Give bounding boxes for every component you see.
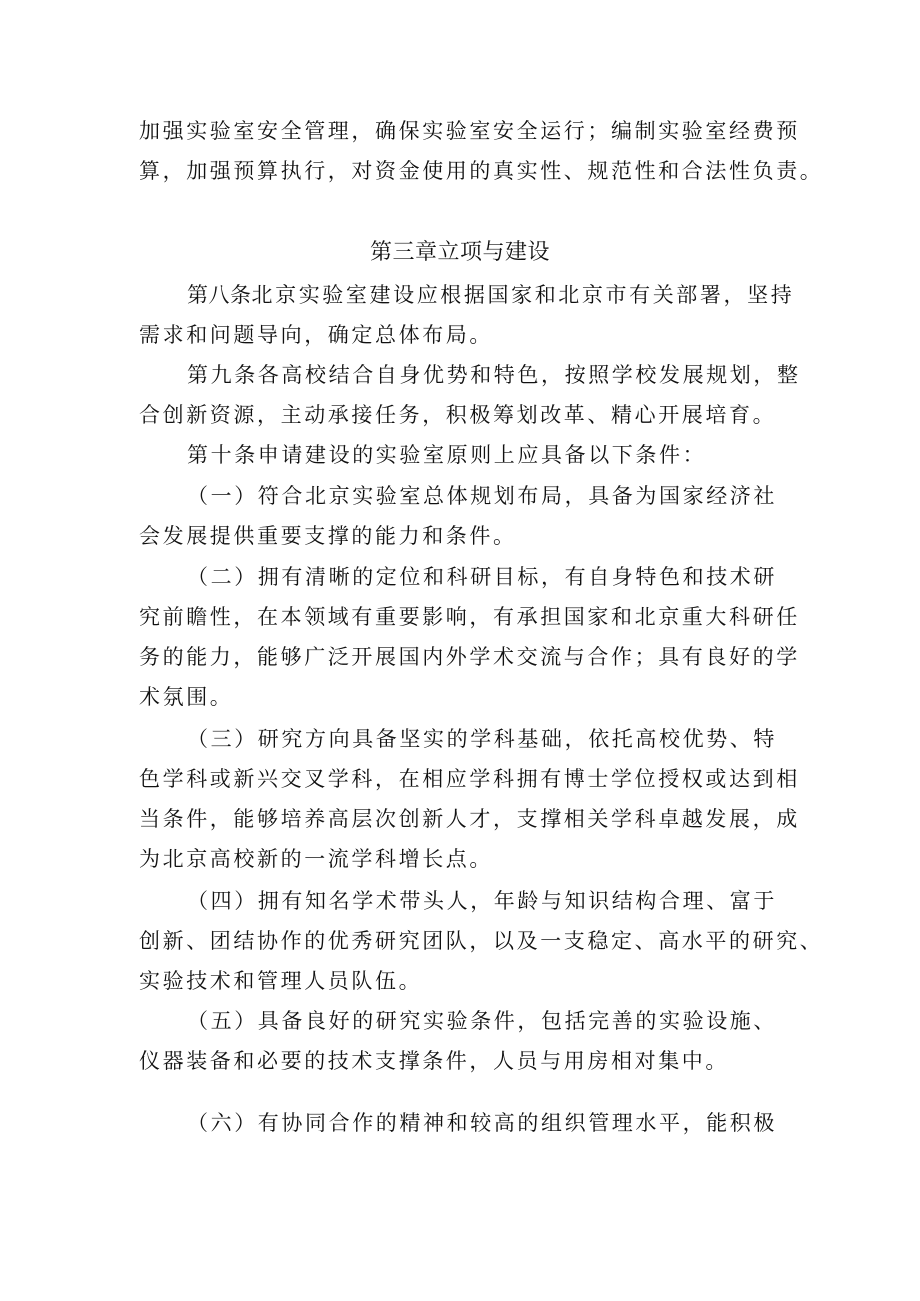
article-8-line: 需求和问题导向，确定总体布局。 xyxy=(139,323,493,347)
intro-line: 加强实验室安全管理，确保实验室安全运行；编制实验室经费预 xyxy=(139,119,800,143)
item-line: 实验技术和管理人员队伍。 xyxy=(139,969,423,993)
item-line: 究前瞻性，在本领域有重要影响，有承担国家和北京重大科研任 xyxy=(139,605,800,629)
article-8-text: 北京实验室建设应根据国家和北京市有关部署，坚持 xyxy=(251,283,795,307)
item-line: （六）有协同合作的精神和较高的组织管理水平，能积极 xyxy=(187,1111,777,1135)
item-line: 仪器装备和必要的技术支撑条件，人员与用房相对集中。 xyxy=(139,1049,729,1073)
article-9-line: 合创新资源，主动承接任务，积极筹划改革、精心开展培育。 xyxy=(139,403,777,427)
item-line: （一）符合北京实验室总体规划布局，具备为国家经济社 xyxy=(187,484,777,508)
chapter-title: 第三章立项与建设 xyxy=(369,240,550,265)
item-line: 色学科或新兴交叉学科，在相应学科拥有博士学位授权或达到相 xyxy=(139,767,800,791)
item-line: 术氛围。 xyxy=(139,685,234,709)
intro-line: 算，加强预算执行，对资金使用的真实性、规范性和合法性负责。 xyxy=(139,159,824,183)
item-line: （五）具备良好的研究实验条件，包括完善的实验设施、 xyxy=(187,1009,777,1033)
article-10-line: 第十条申请建设的实验室原则上应具备以下条件： xyxy=(187,443,707,467)
item-line: 为北京高校新的一流学科增长点。 xyxy=(139,847,493,871)
item-line: （三）研究方向具备坚实的学科基础，依托高校优势、特 xyxy=(187,727,777,751)
item-line: 会发展提供重要支撑的能力和条件。 xyxy=(139,524,517,548)
item-line: 创新、团结协作的优秀研究团队，以及一支稳定、高水平的研究、 xyxy=(139,929,824,953)
article-9-line: 第九条各高校结合自身优势和特色，按照学校发展规划，整 xyxy=(187,363,801,387)
item-line: 当条件，能够培养高层次创新人才，支撑相关学科卓越发展，成 xyxy=(139,807,800,831)
item-line: 务的能力，能够广泛开展国内外学术交流与合作；具有良好的学 xyxy=(139,645,800,669)
article-8-line xyxy=(187,280,795,310)
item-line: （二）拥有清晰的定位和科研目标，有自身特色和技术研 xyxy=(187,565,777,589)
item-line: （四）拥有知名学术带头人，年龄与知识结构合理、富于 xyxy=(187,889,777,913)
article-8-label: 第八条 xyxy=(187,283,252,307)
